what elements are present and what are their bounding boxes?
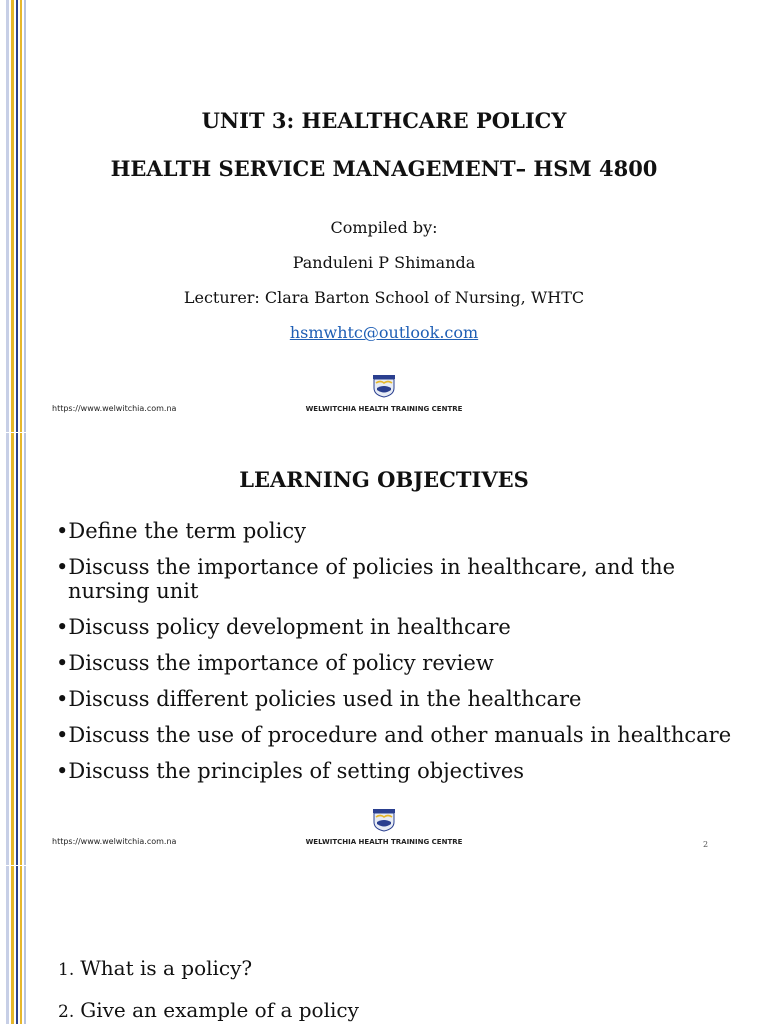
slide-title <box>0 0 768 432</box>
questions-list <box>58 956 359 1024</box>
list-item: •Discuss the use of procedure and other manuals in healthcare <box>56 723 732 747</box>
decorative-stripes <box>0 433 28 865</box>
objectives-heading: LEARNING OBJECTIVES <box>239 467 529 492</box>
list-item <box>58 998 359 1024</box>
lecturer-line: Lecturer: Clara Barton School of Nursing, WHTC <box>183 288 585 307</box>
unit-title: UNIT 3: HEALTHCARE POLICY <box>201 108 567 133</box>
decorative-stripes <box>0 0 28 432</box>
list-item: •Discuss the importance of policy review <box>56 651 494 675</box>
page-number: 2 <box>703 840 709 849</box>
footer-url: https://www.welwitchia.com.na <box>52 404 177 413</box>
list-item: •Discuss different policies used in the healthcare <box>56 687 582 711</box>
question-text: Give an example of a policy <box>80 998 359 1022</box>
crest-icon <box>372 374 396 398</box>
footer-org: WELWITCHIA HEALTH TRAINING CENTRE <box>305 838 463 846</box>
crest-icon <box>372 808 396 832</box>
objectives-list <box>56 519 736 795</box>
list-item <box>58 956 359 982</box>
list-item: •Discuss the principles of setting objectives <box>56 759 525 783</box>
question-number: 1. <box>58 960 75 980</box>
email-link[interactable]: hsmwhtc@outlook.com <box>289 323 479 342</box>
footer-org: WELWITCHIA HEALTH TRAINING CENTRE <box>305 405 463 413</box>
list-item: •Discuss the importance of policies in healthcare, and the nursing unit <box>56 555 676 603</box>
decorative-stripes <box>0 866 28 1024</box>
compiled-by-label: Compiled by: <box>330 218 438 237</box>
slide-questions <box>0 866 768 1024</box>
footer-url: https://www.welwitchia.com.na <box>52 837 177 846</box>
author-name: Panduleni P Shimanda <box>292 253 476 272</box>
question-number: 2. <box>58 1002 75 1022</box>
question-text: What is a policy? <box>80 956 253 980</box>
slide-objectives <box>0 433 768 865</box>
list-item: •Define the term policy <box>56 519 306 543</box>
list-item: •Discuss policy development in healthcare <box>56 615 511 639</box>
course-title: HEALTH SERVICE MANAGEMENT– HSM 4800 <box>110 156 658 181</box>
